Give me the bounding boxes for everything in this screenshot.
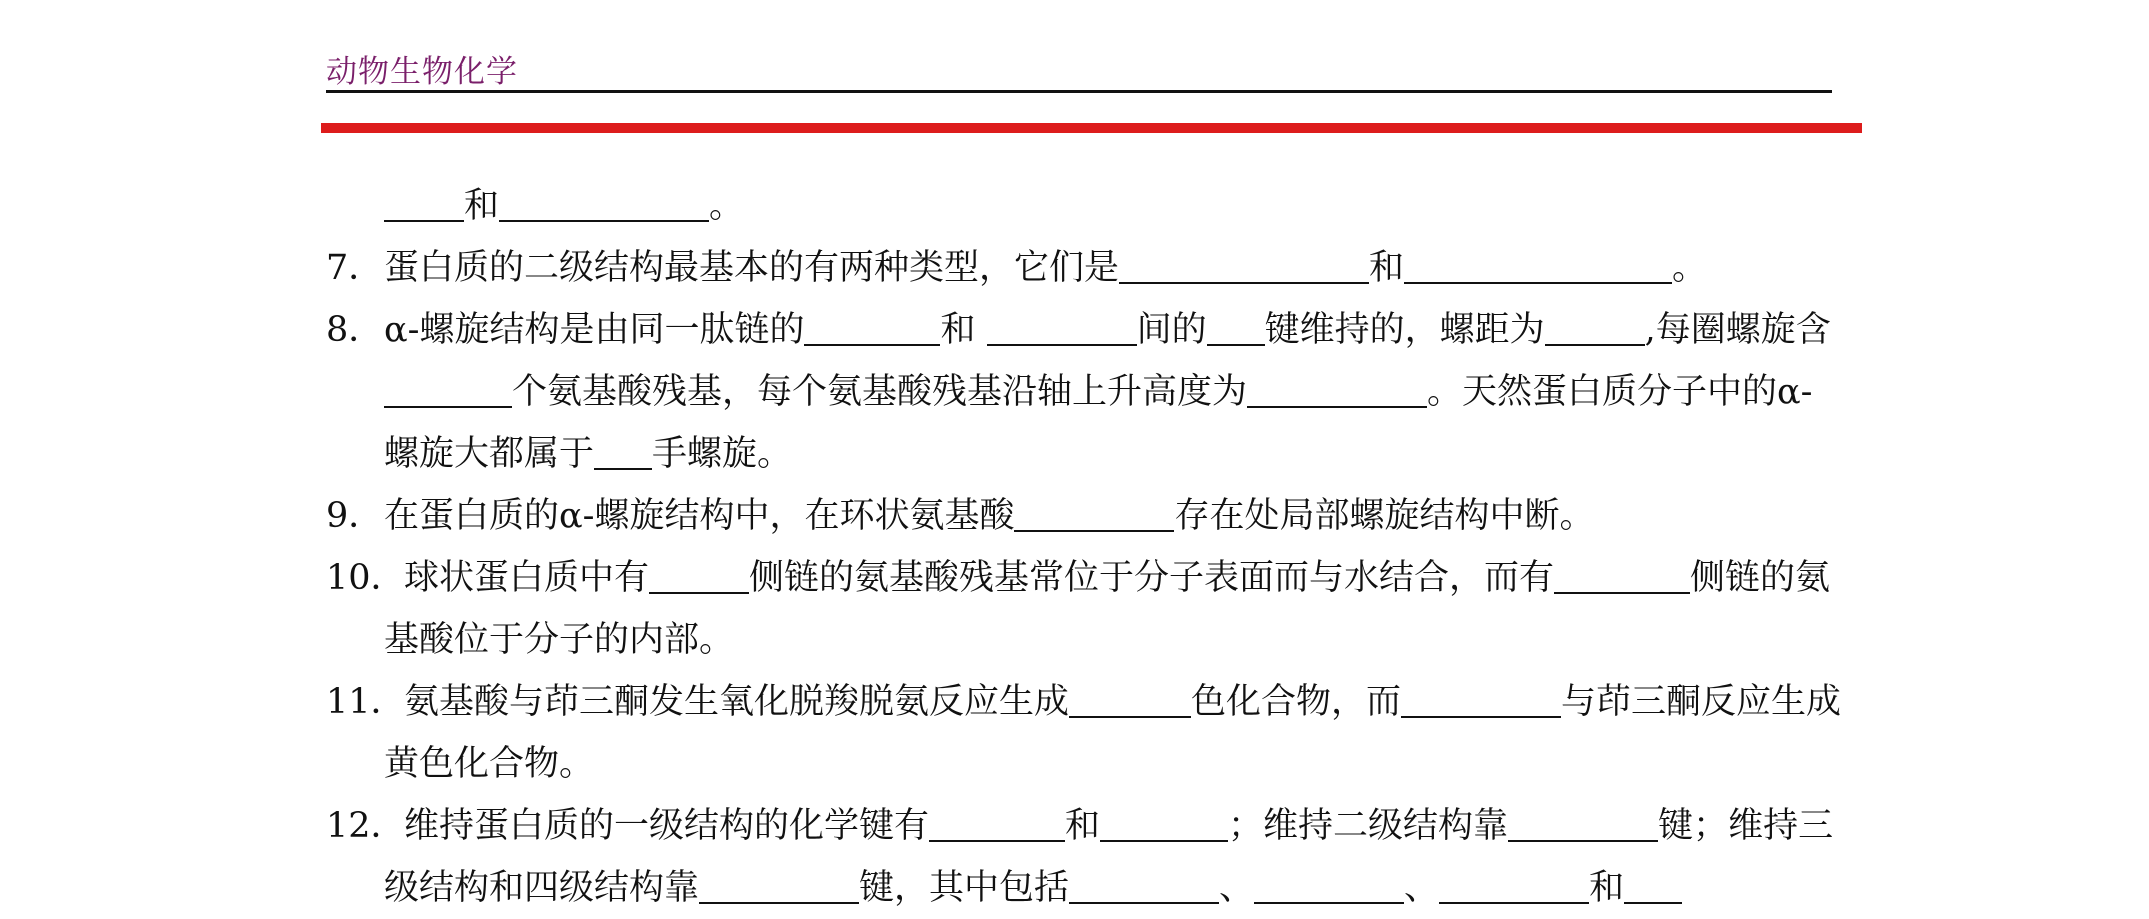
q12-text-6: 键，其中包括 xyxy=(859,868,1070,908)
q11-text-4: 应生成黄色化合物。 xyxy=(384,682,1842,784)
question-8 xyxy=(326,299,1846,485)
answer-blank[interactable] xyxy=(804,309,940,346)
q11-text-3: 与茚三酮反 xyxy=(1561,682,1737,722)
q8-text-1: α-螺旋结构是由同一肽链的 xyxy=(384,310,805,350)
q8-text-6: 个氨基酸残基，每个氨基酸残基沿轴上升高度为 xyxy=(512,372,1248,412)
q12-text-3: ；维持二级结构靠 xyxy=(1228,806,1509,846)
question-7 xyxy=(326,237,1846,299)
answer-blank[interactable] xyxy=(1100,805,1228,842)
answer-blank[interactable] xyxy=(1545,309,1645,346)
answer-blank[interactable] xyxy=(1404,247,1672,284)
question-number: 11． xyxy=(326,682,406,722)
answer-blank[interactable] xyxy=(1069,681,1191,718)
answer-blank[interactable] xyxy=(1069,867,1219,904)
q12-text-8: 、 xyxy=(1404,868,1440,908)
question-11 xyxy=(326,671,1846,795)
q10-text-4: 链的氨基酸位于分子的内部。 xyxy=(384,558,1831,660)
q7-and: 和 xyxy=(1369,248,1405,288)
header-rule-thin xyxy=(326,90,1832,93)
q7-text: 蛋白质的二级结构最基本的有两种类型，它们是 xyxy=(384,248,1120,288)
question-number: 9． xyxy=(326,496,384,536)
q12-text-7: 、 xyxy=(1219,868,1255,908)
answer-blank[interactable] xyxy=(384,371,512,408)
question-number: 7． xyxy=(326,248,384,288)
q12-text-5: 维持三级结构和四级结构靠 xyxy=(384,806,1834,908)
answer-blank[interactable] xyxy=(929,805,1065,842)
q10-text-2: 侧链的氨基酸残基常位于分子表面而与水结合，而有 xyxy=(749,558,1555,598)
q10-text-1: 球状蛋白质中有 xyxy=(404,558,650,598)
answer-blank[interactable] xyxy=(1439,867,1589,904)
q7-end: 。 xyxy=(1672,248,1708,288)
question-number: 8． xyxy=(326,310,384,350)
q12-text-9: 和 xyxy=(1589,868,1625,908)
question-10 xyxy=(326,547,1846,671)
q8-text-2: 和 xyxy=(940,310,987,350)
q11-text-1: 氨基酸与茚三酮发生氧化脱羧脱氨反应生成 xyxy=(404,682,1070,722)
answer-blank[interactable] xyxy=(1508,805,1658,842)
q12-text-1: 维持蛋白质的一级结构的化学键有 xyxy=(404,806,930,846)
q8-text-5: ,每圈螺旋含 xyxy=(1644,310,1831,350)
answer-blank[interactable] xyxy=(987,309,1137,346)
q11-text-2: 色化合物，而 xyxy=(1191,682,1402,722)
q8-text-7: 。天然蛋白质分子中的α-螺旋大都属于 xyxy=(384,372,1813,474)
answer-blank[interactable] xyxy=(1624,867,1682,904)
answer-blank[interactable] xyxy=(1554,557,1690,594)
answer-blank[interactable] xyxy=(1014,495,1174,532)
answer-blank[interactable] xyxy=(384,185,464,222)
header-title: 动物生物化学 xyxy=(326,54,518,90)
q6-end: 。 xyxy=(709,186,745,226)
question-number: 12． xyxy=(326,806,406,846)
answer-blank[interactable] xyxy=(1207,309,1265,346)
answer-blank[interactable] xyxy=(499,185,709,222)
q9-text-1: 在蛋白质的α-螺旋结构中，在环状氨基酸 xyxy=(384,496,1015,536)
question-number: 10． xyxy=(326,558,406,598)
q8-text-8: 手螺旋。 xyxy=(652,434,793,474)
answer-blank[interactable] xyxy=(594,433,652,470)
answer-blank[interactable] xyxy=(1247,371,1427,408)
q6-and: 和 xyxy=(464,186,500,226)
q9-text-2: 存在处局部螺旋结构中断。 xyxy=(1174,496,1595,536)
question-6-tail xyxy=(326,175,1846,237)
q10-text-3: 侧 xyxy=(1690,558,1726,598)
q8-text-4: 键维持的，螺距为 xyxy=(1264,310,1545,350)
q12-text-2: 和 xyxy=(1065,806,1101,846)
header-rule-red xyxy=(321,123,1862,133)
answer-blank[interactable] xyxy=(1119,247,1369,284)
q12-text-4: 键； xyxy=(1658,806,1729,846)
question-list xyxy=(326,175,1846,919)
answer-blank[interactable] xyxy=(1401,681,1561,718)
answer-blank[interactable] xyxy=(649,557,749,594)
question-12 xyxy=(326,795,1846,919)
answer-blank[interactable] xyxy=(1254,867,1404,904)
question-9 xyxy=(326,485,1846,547)
q8-text-3: 间的 xyxy=(1136,310,1207,350)
answer-blank[interactable] xyxy=(699,867,859,904)
